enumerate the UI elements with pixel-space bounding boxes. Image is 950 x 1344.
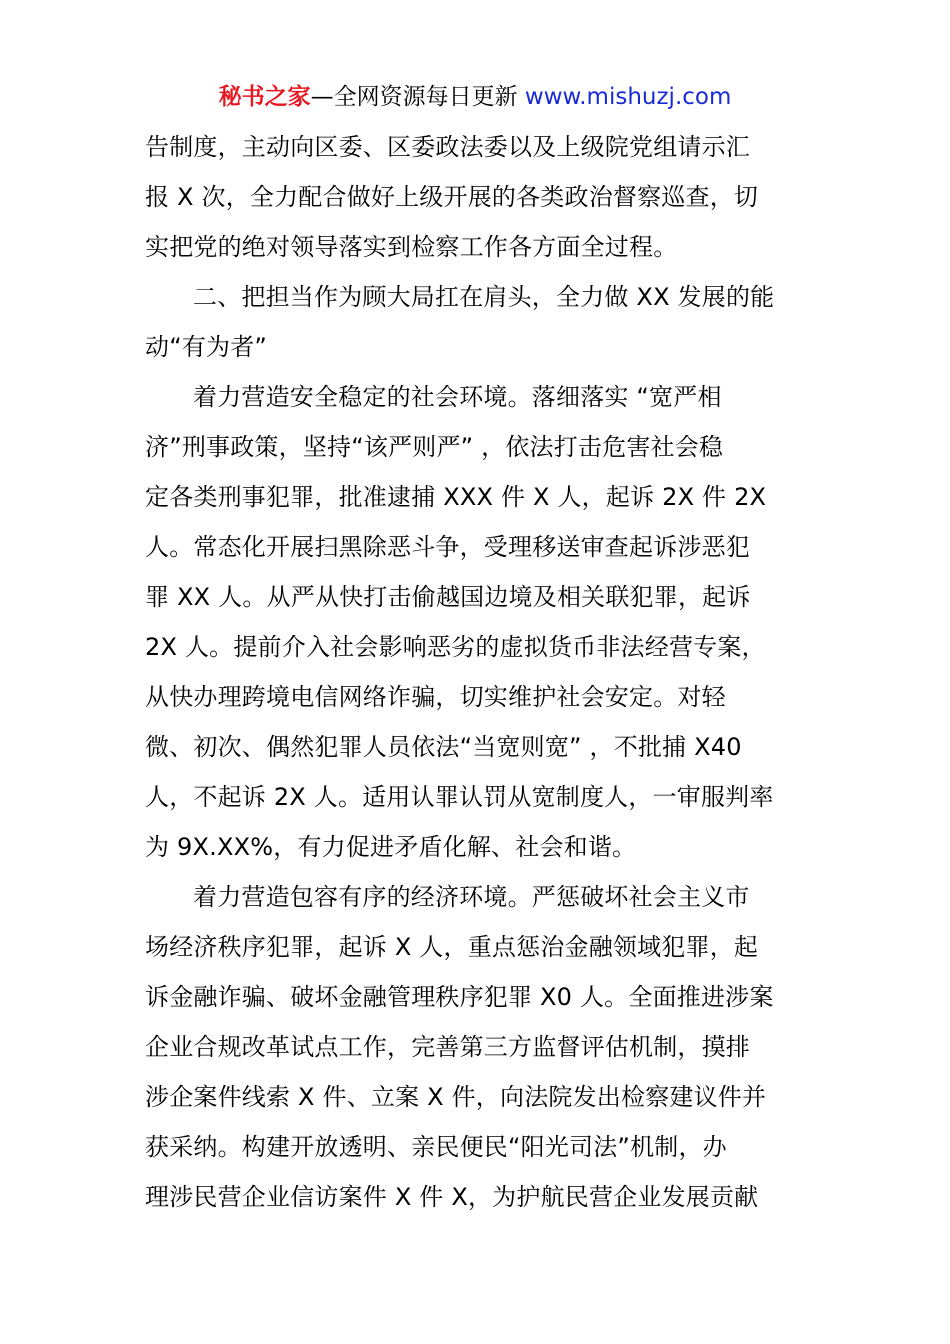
text-line: 微、初次、偶然犯罪人员依法“当宽则宽” ，不批捕 X40 — [145, 733, 742, 761]
text-line: 着力营造安全稳定的社会环境。落细落实 “宽严相 — [193, 383, 722, 411]
text-line: 济”刑事政策，坚持“该严则严” ，依法打击危害社会稳 — [145, 433, 724, 461]
text-line: 企业合规改革试点工作，完善第三方监督评估机制，摸排 — [145, 1033, 750, 1061]
text-line: 2X 人。提前介入社会影响恶劣的虚拟货币非法经营专案， — [145, 633, 766, 661]
text-line: 着力营造包容有序的经济环境。严惩破坏社会主义市 — [193, 883, 750, 911]
text-line: 动“有为者” — [145, 333, 268, 361]
text-line: 人。常态化开展扫黑除恶斗争，受理移送审查起诉涉恶犯 — [145, 533, 750, 561]
page-header — [0, 80, 950, 114]
text-line: 理涉民营企业信访案件 X 件 X，为护航民营企业发展贡献 — [145, 1183, 759, 1211]
text-line: 为 9X.XX%，有力促进矛盾化解、社会和谐。 — [145, 833, 637, 861]
text-line: 从快办理跨境电信网络诈骗，切实维护社会安定。对轻 — [145, 683, 726, 711]
site-url: www.mishuzj.com — [524, 84, 732, 110]
site-brand: 秘书之家 — [218, 84, 311, 110]
text-line: 获采纳。构建开放透明、亲民便民“阳光司法”机制，办 — [145, 1133, 727, 1161]
text-line: 二、把担当作为顾大局扛在肩头，全力做 XX 发展的能 — [193, 283, 775, 311]
document-body — [145, 122, 807, 1222]
text-line: 场经济秩序犯罪，起诉 X 人，重点惩治金融领域犯罪，起 — [145, 933, 759, 961]
text-line: 人，不起诉 2X 人。适用认罪认罚从宽制度人，一审服判率 — [145, 783, 774, 811]
text-line: 涉企案件线索 X 件、立案 X 件，向法院发出检察建议件并 — [145, 1083, 767, 1111]
site-tagline: —全网资源每日更新 — [310, 84, 525, 110]
text-line: 定各类刑事犯罪，批准逮捕 XXX 件 X 人，起诉 2X 件 2X — [145, 483, 767, 511]
text-line: 罪 XX 人。从严从快打击偷越国边境及相关联犯罪，起诉 — [145, 583, 751, 611]
text-line: 诉金融诈骗、破坏金融管理秩序犯罪 X0 人。全面推进涉案 — [145, 983, 774, 1011]
text-line: 实把党的绝对领导落实到检察工作各方面全过程。 — [145, 233, 678, 261]
text-line: 告制度，主动向区委、区委政法委以及上级院党组请示汇 — [145, 133, 750, 161]
text-line: 报 X 次，全力配合做好上级开展的各类政治督察巡查，切 — [145, 183, 759, 211]
